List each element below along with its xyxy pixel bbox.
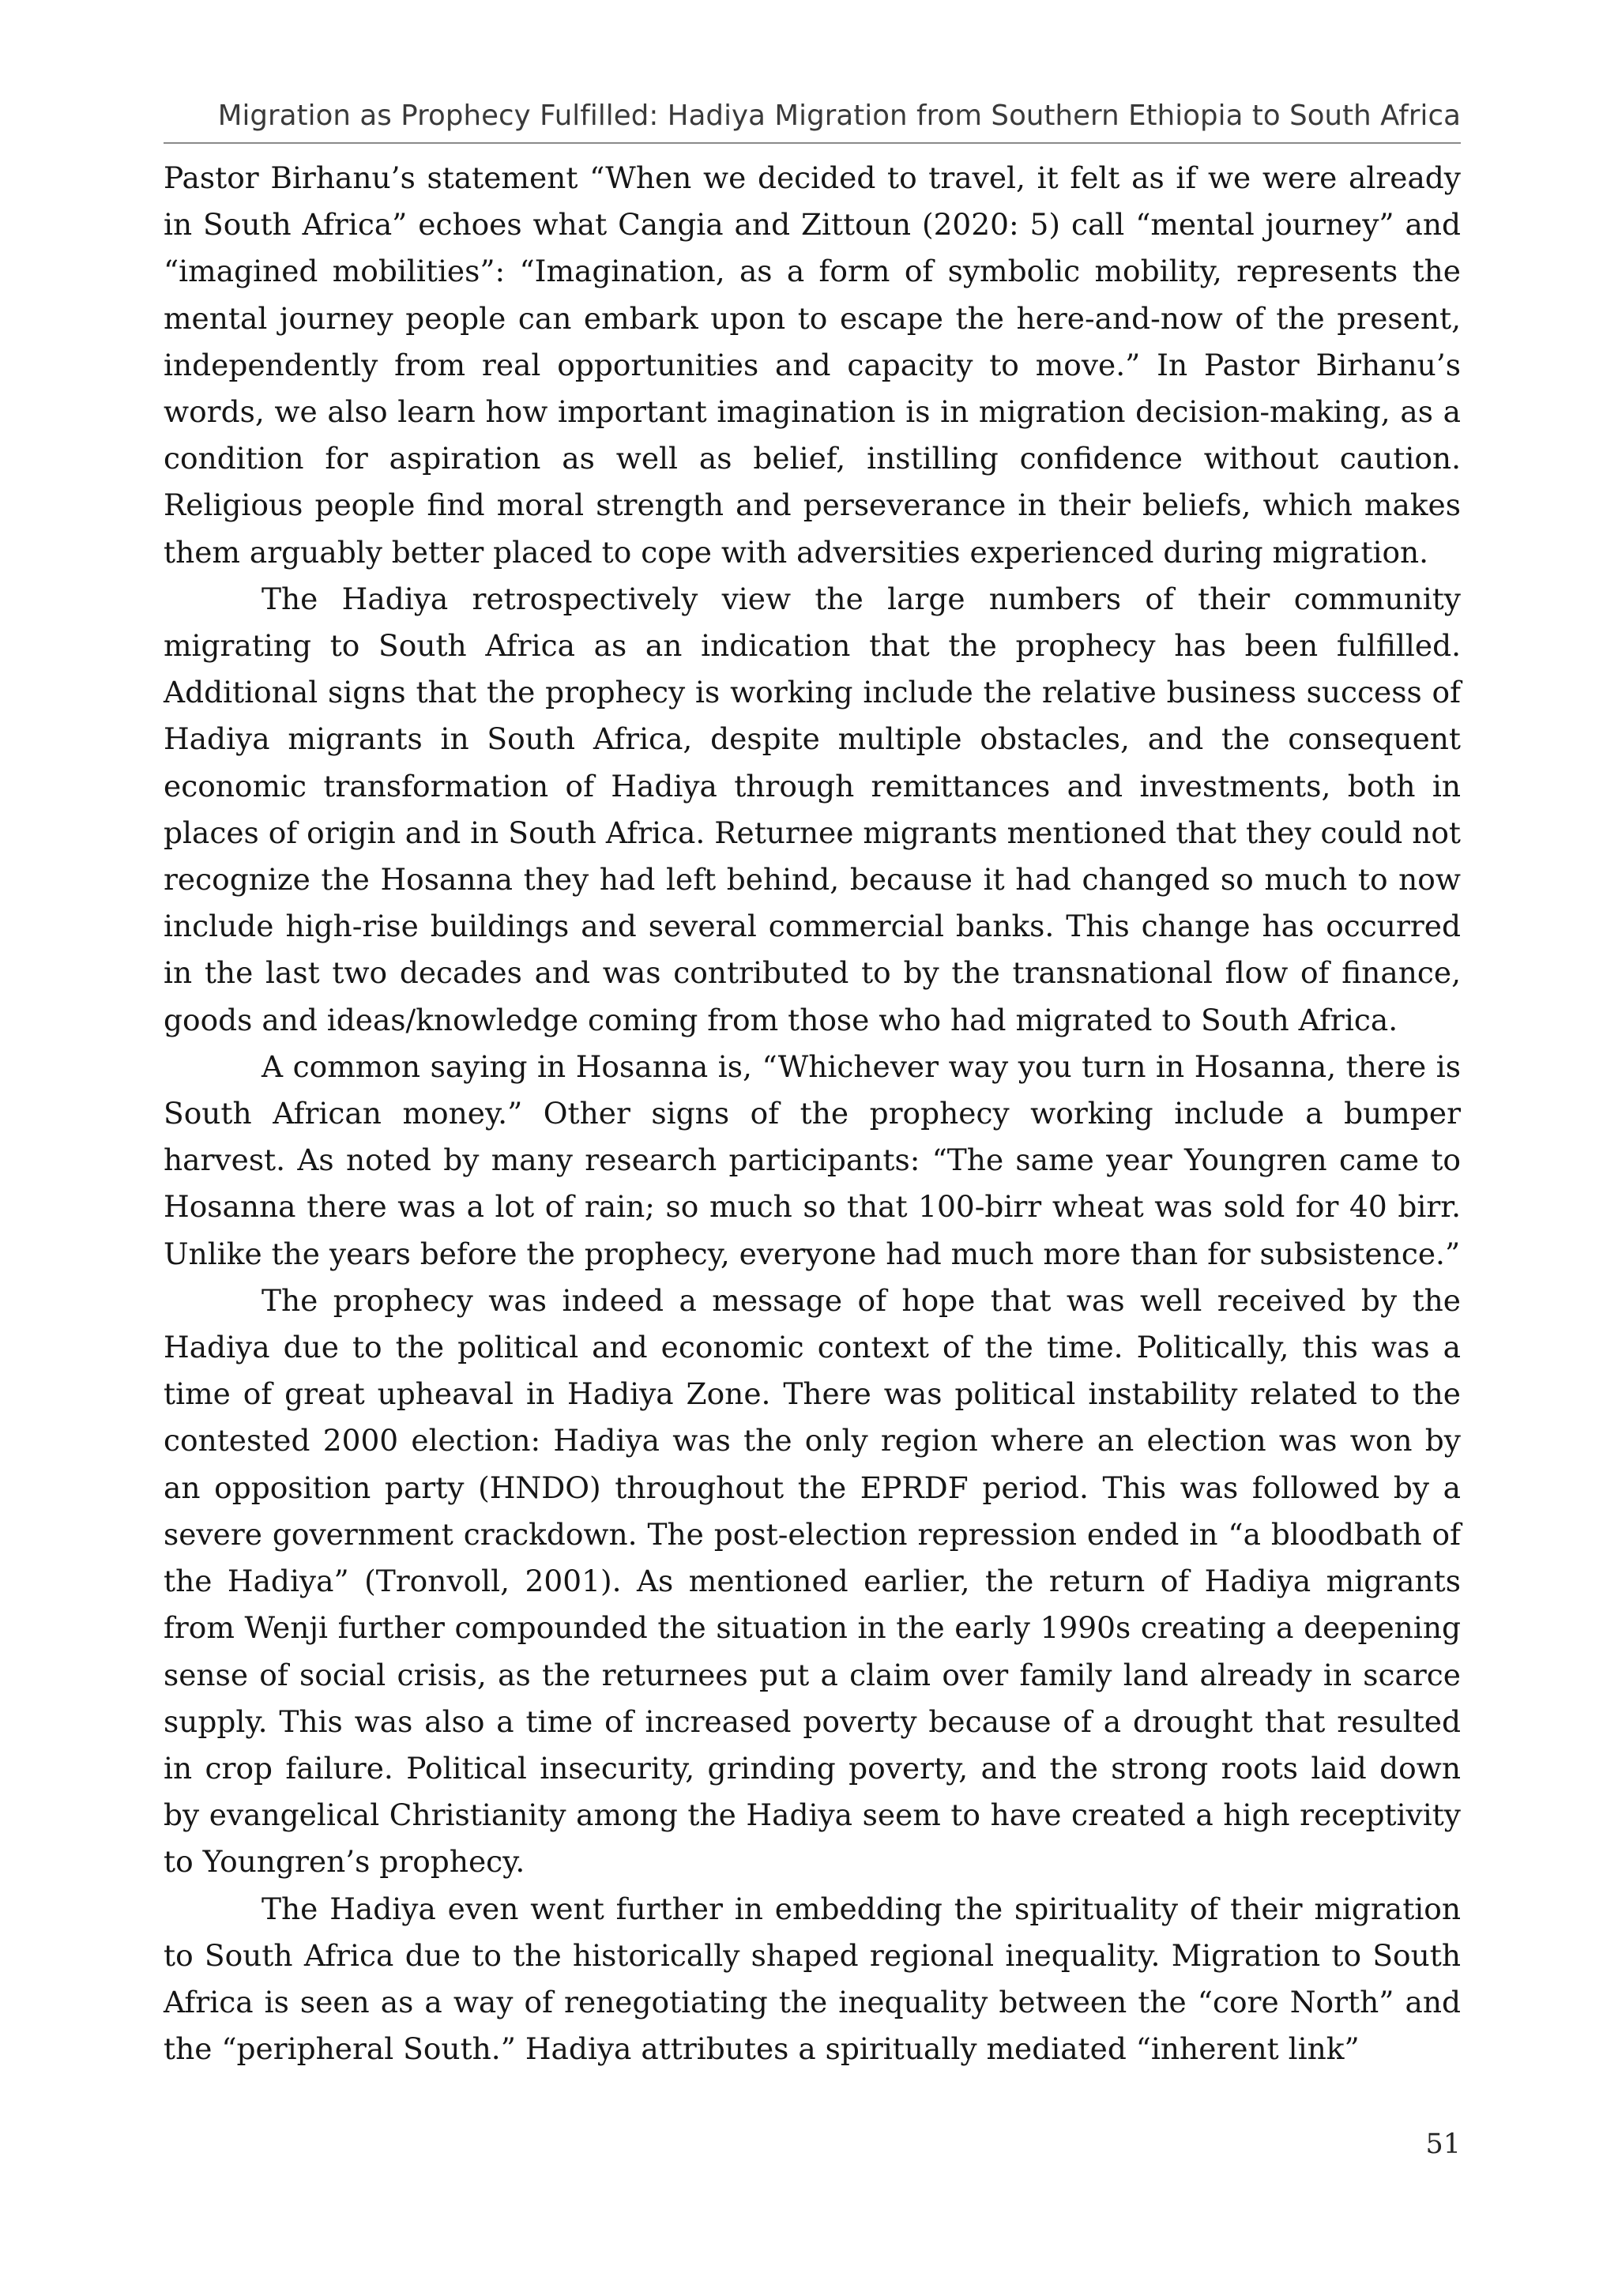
paragraph: The Hadiya retrospectively view the large numbers of their community migrating to South Africa as an indication that the prophecy has been fulfilled. Additional signs that the prophecy is working include the relative business success of Hadiya migrants in South Africa, despite multiple obstacles, and the consequent economic transformation of Hadiya through remittances and investments, both in places of origin and in South Africa. Returnee migrants mentioned that they could not recognize the Hosanna they had left behind, because it had changed so much to now include high-rise buildings and several commercial banks. This change has occurred in the last two decades and was contributed to by the transnational flow of finance, goods and ideas/knowledge coming from those who had migrated to South Africa.	[164, 581, 1461, 1037]
paragraph: The Hadiya even went further in embedding the spirituality of their migration to South Africa due to the historically shaped regional inequality. Migration to South Africa is seen as a way of renegotiating the inequality between the “core North” and the “peripheral South.” Hadiya attributes a spiritually mediated “inherent link”	[164, 1891, 1461, 2067]
header-rule	[164, 142, 1461, 144]
page-number: 51	[1425, 2129, 1461, 2160]
paragraph: A common saying in Hosanna is, “Whichever way you turn in Hosanna, there is South African money.” Other signs of the prophecy working include a bumper harvest. As noted by many research participants: “The same year Youngren came to Hosanna there was a lot of rain; so much so that 100-birr wheat was sold for 40 birr. Unlike the years before the prophecy, everyone had much more than for subsistence.”	[164, 1048, 1461, 1271]
paragraph: Pastor Birhanu’s statement “When we decided to travel, it felt as if we were already in South Africa” echoes what Cangia and Zittoun (2020: 5) call “mental journey” and “imagined mobilities”: “Imagination, as a form of symbolic mobility, represents the mental journey people can embark upon to escape the here-and-now of the present, independently from real opportunities and capacity to move.” In Pastor Birhanu’s words, we also learn how important imagination is in migration decision-making, as a condition for aspiration as well as belief, instilling confidence without caution. Religious people find moral strength and perseverance in their beliefs, which makes them arguably better placed to cope with adversities experienced during migration.	[164, 160, 1461, 570]
running-header: Migration as Prophecy Fulfilled: Hadiya Migration from Southern Ethiopia to South Africa	[217, 100, 1461, 132]
paragraph: The prophecy was indeed a message of hope that was well received by the Hadiya due to the political and economic context of the time. Politically, this was a time of great upheaval in Hadiya Zone. There was political instability related to the contested 2000 election: Hadiya was the only region where an election was won by an opposition party (HNDO) throughout the EPRDF period. This was followed by a severe government crackdown. The post-election repression ended in “a bloodbath of the Hadiya” (Tronvoll, 2001). As mentioned earlier, the return of Hadiya migrants from Wenji further compounded the situation in the early 1990s creating a deepening sense of social crisis, as the returnees put a claim over family land already in scarce supply. This was also a time of increased poverty because of a drought that resulted in crop failure. Political insecurity, grinding poverty, and the strong roots laid down by evangelical Christianity among the Hadiya seem to have created a high receptivity to Youngren’s prophecy.	[164, 1282, 1461, 1880]
body-text	[164, 155, 1461, 2072]
